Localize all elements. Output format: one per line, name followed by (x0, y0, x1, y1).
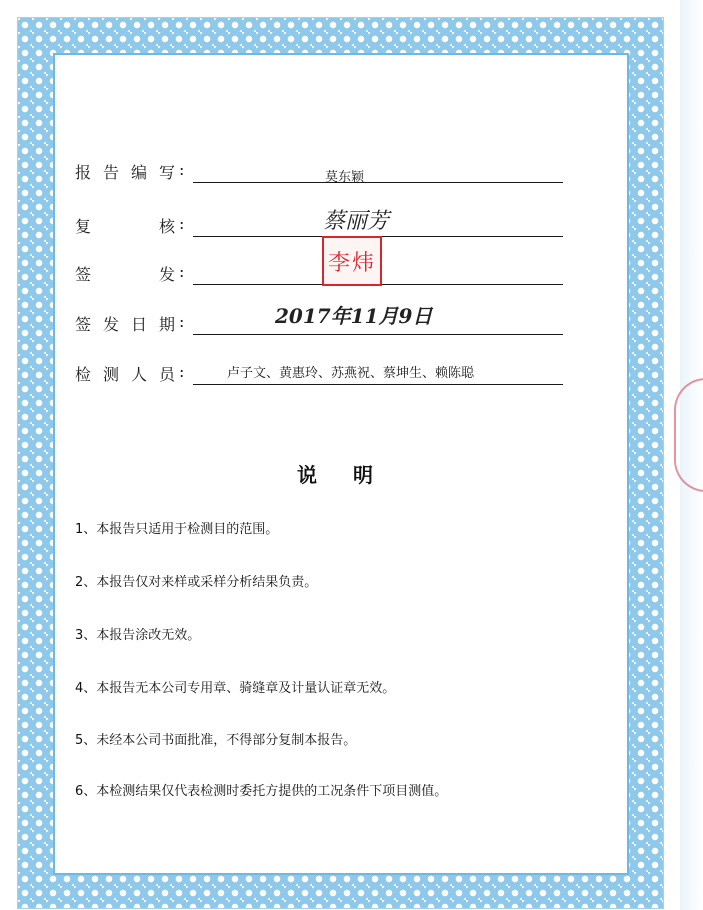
label-colon: : (179, 262, 185, 281)
section-title: 说明 (297, 463, 409, 487)
label-colon: : (179, 160, 185, 179)
label-colon: : (179, 214, 185, 233)
field-author-value: 莫东颖 (325, 170, 365, 185)
review-signature: 蔡丽芳 (323, 209, 390, 234)
label-char: 发 (159, 265, 176, 284)
field-author (75, 160, 575, 184)
note-item: 4、本报告无本公司专用章、骑缝章及计量认证章无效。 (75, 681, 396, 696)
label-char: 日 (131, 315, 148, 334)
label-char: 告 (103, 163, 120, 182)
label-char: 测 (103, 365, 120, 384)
field-author-line (193, 182, 563, 183)
note-item: 1、本报告只适用于检测目的范围。 (75, 522, 279, 537)
label-char: 期 (159, 315, 176, 334)
label-colon: : (179, 362, 185, 381)
field-inspectors (75, 362, 575, 386)
signature-seal: 李炜 (322, 236, 382, 286)
field-review (75, 209, 575, 238)
note-item: 3、本报告涂改无效。 (75, 628, 201, 643)
note-item: 5、未经本公司书面批准，不得部分复制本报告。 (75, 733, 357, 748)
label-char: 签 (75, 315, 92, 334)
label-colon: : (179, 312, 185, 331)
label-char: 核 (159, 217, 176, 236)
label-char: 检 (75, 365, 92, 384)
note-item: 6、本检测结果仅代表检测时委托方提供的工况条件下项目测值。 (75, 784, 448, 799)
field-inspectors-line (193, 384, 563, 385)
label-char: 人 (131, 365, 148, 384)
label-char: 员 (159, 365, 176, 384)
label-char: 报 (75, 163, 92, 182)
field-issue-date (75, 304, 575, 336)
field-issue-date-line (193, 334, 563, 335)
label-char: 编 (131, 163, 148, 182)
label-char: 写 (159, 163, 176, 182)
label-char: 发 (103, 315, 120, 334)
partial-seal-stamp (674, 378, 703, 492)
note-item: 2、本报告仅对来样或采样分析结果负责。 (75, 575, 318, 590)
label-char: 复 (75, 217, 92, 236)
label-char: 签 (75, 265, 92, 284)
field-inspectors-value: 卢子文、黄惠玲、苏燕祝、蔡坤生、赖陈聪 (227, 366, 475, 381)
issue-date-handwritten: 2017年11月9日 (275, 304, 433, 328)
